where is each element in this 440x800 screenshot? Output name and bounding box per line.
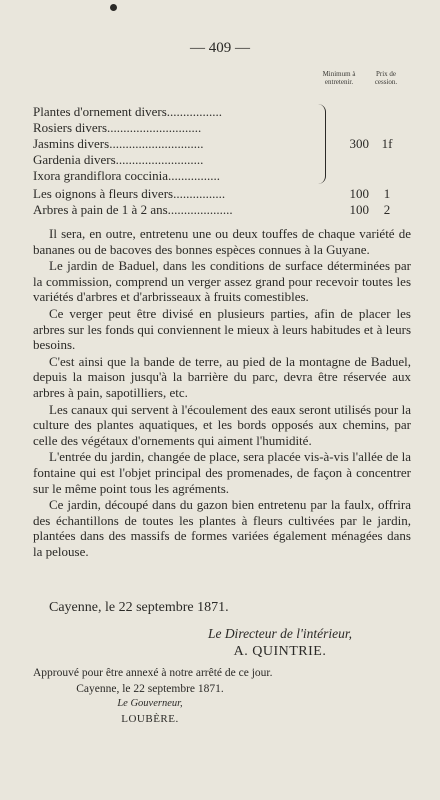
table-row xyxy=(33,202,413,218)
item-label: Jasmins divers............................. xyxy=(33,136,204,151)
group-minimum: 300 xyxy=(349,136,369,151)
paragraph: Le jardin de Baduel, dans les conditions de surface déterminées par la commission, comprend un verger assez grand pour recevoir toutes les variétés d'arbres et d'arbrisseaux à fruits comestibles. xyxy=(33,258,411,305)
body-text xyxy=(33,226,411,560)
approval-date: Cayenne, le 22 septembre 1871. xyxy=(76,683,224,695)
plant-table xyxy=(33,104,413,218)
governor-title: Le Gouverneur, xyxy=(117,698,183,709)
paragraph: Les canaux qui servent à l'écoulement des eaux seront utilisés pour la culture des plantes aquatiques, et les bords opposés aux chemins, par celle des végétaux d'ornements qui aiment l'humidité. xyxy=(33,401,411,448)
item-price: 1 xyxy=(383,186,391,201)
ink-dot xyxy=(110,4,117,11)
grouped-block xyxy=(33,104,413,184)
group-price: 1f xyxy=(381,136,393,151)
governor-name: LOUBÈRE. xyxy=(121,713,179,725)
table-row xyxy=(33,186,413,202)
paragraph: Il sera, en outre, entretenu une ou deux touffes de chaque variété de bananes ou de bacoves des bonnes espèces connues à la Guyane. xyxy=(33,226,411,257)
item-label: Ixora grandiflora coccinia................ xyxy=(33,168,220,183)
paragraph: L'entrée du jardin, changée de place, sera placée vis-à-vis l'allée de la fontaine qui est l'objet principal des promenades, de façon à concentrer sur le même point tous les agréments. xyxy=(33,449,411,496)
page-number: — 409 — xyxy=(190,40,250,56)
item-label: Les oignons à fleurs divers................ xyxy=(33,186,226,201)
signatory-title: Le Directeur de l'intérieur, xyxy=(207,626,353,641)
item-label: Arbres à pain de 1 à 2 ans.................... xyxy=(33,202,233,217)
item-label: Plantes d'ornement divers................. xyxy=(33,104,223,119)
item-minimum: 100 xyxy=(349,186,369,201)
item-label: Gardenia divers........................... xyxy=(33,152,204,167)
item-minimum: 100 xyxy=(349,202,369,217)
brace xyxy=(313,104,326,184)
paragraph: Ce verger peut être divisé en plusieurs parties, afin de placer les arbres sur les fonds qui conviennent le mieux à leurs habitudes et à leurs besoins. xyxy=(33,305,411,353)
approval-text: Approuvé pour être annexé à notre arrêté de ce jour. xyxy=(33,667,273,679)
column-header-minimum: Minimum à entretenir. xyxy=(322,70,356,86)
paragraph: C'est ainsi que la bande de terre, au pied de la montagne de Baduel, depuis la maison jusqu'à la barrière du parc, devra être réservée aux arbres à pain, sapotilliers, etc. xyxy=(33,353,411,400)
date-line: Cayenne, le 22 septembre 1871. xyxy=(49,600,229,615)
paragraph: Ce jardin, découpé dans du gazon bien entretenu par la faulx, offrira des échantillons de toutes les plantes à fleurs cultivées par le jardin, plantées dans des massifs de formes variées également ménagées dans la pelouse. xyxy=(33,497,411,559)
item-price: 2 xyxy=(383,202,391,217)
column-header-price: Prix de cession. xyxy=(374,70,398,86)
signatory-name: A. QUINTRIE. xyxy=(233,644,327,659)
item-label: Rosiers divers............................. xyxy=(33,120,202,135)
